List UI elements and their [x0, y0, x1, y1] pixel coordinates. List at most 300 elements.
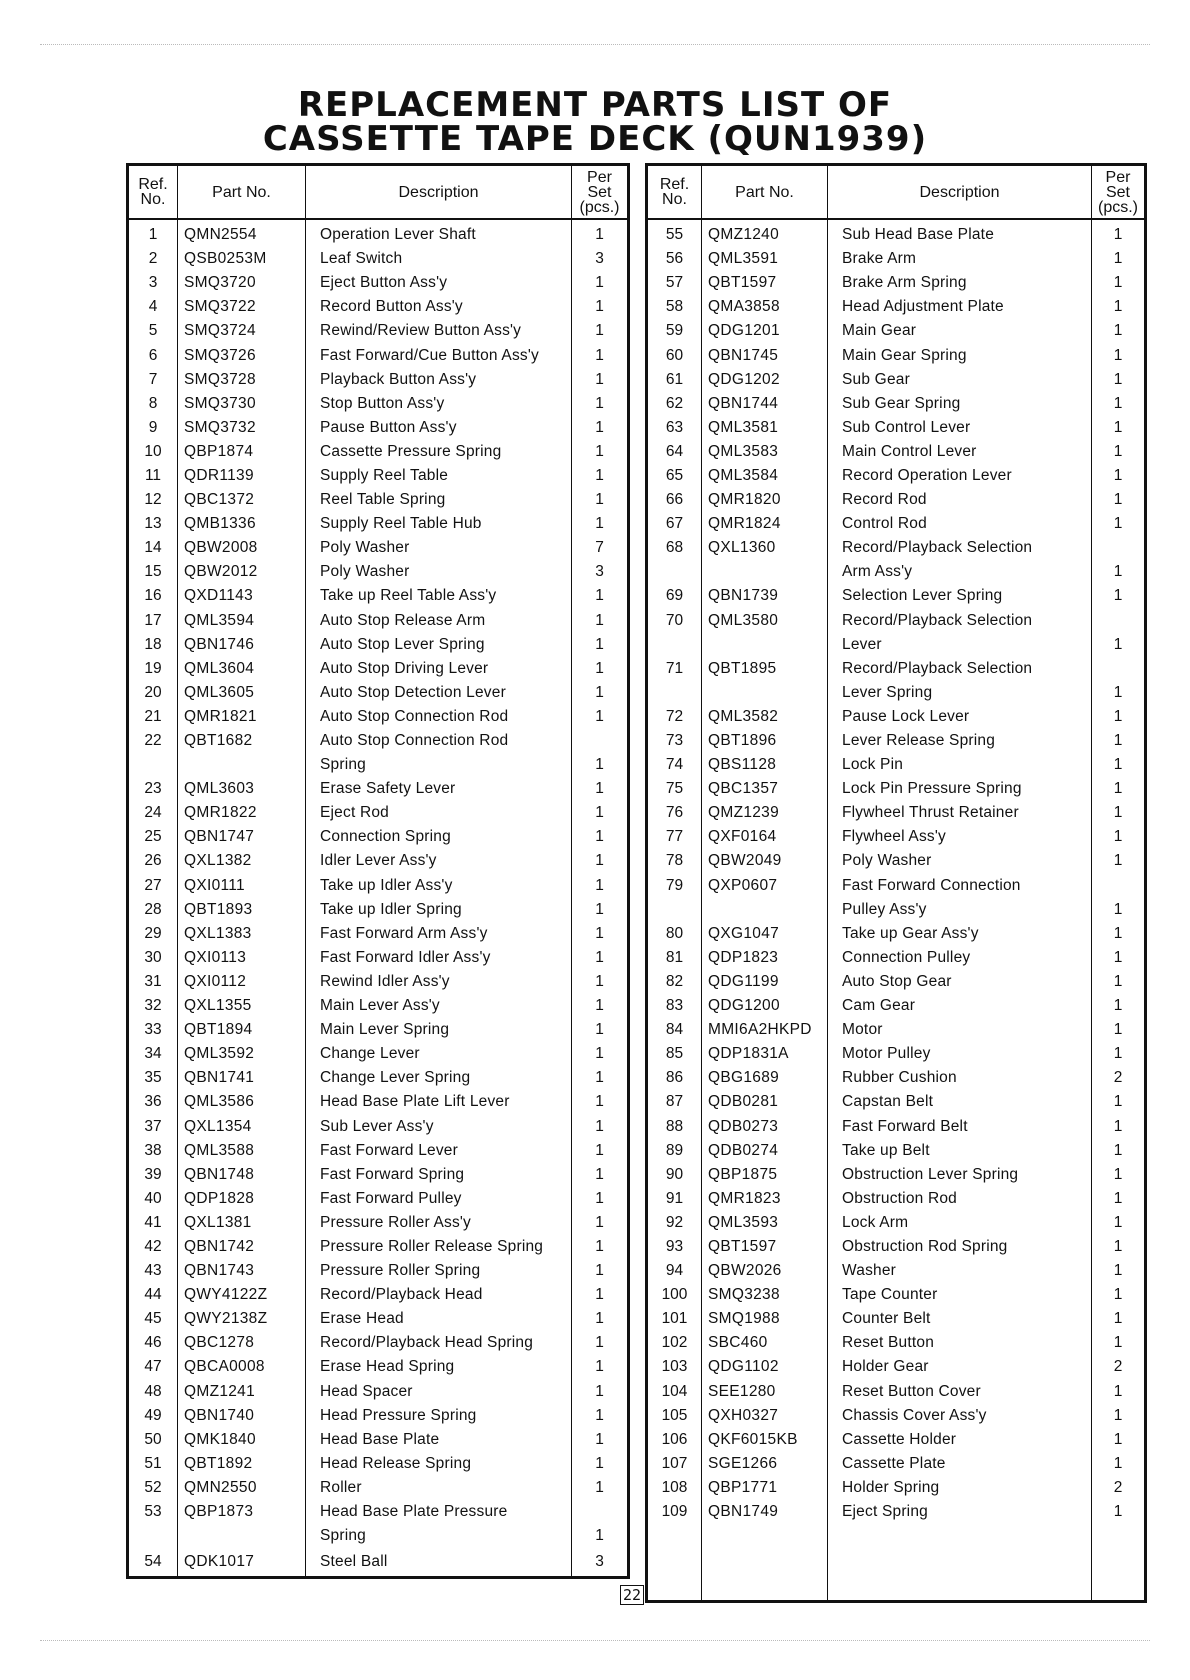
- table-row: [128, 1380, 629, 1404]
- description-cell: Leaf Switch: [306, 247, 572, 271]
- table-row: [128, 560, 629, 584]
- quantity-cell: 1: [595, 1406, 604, 1424]
- ref-cell: 87: [647, 1090, 702, 1114]
- description-cell: Auto Stop Connection Rod: [306, 705, 572, 729]
- ref-cell: 74: [647, 753, 702, 777]
- ref-cell: 33: [128, 1018, 178, 1042]
- quantity-cell: 1: [1113, 852, 1123, 870]
- description-cell: Record/Playback Selection: [828, 657, 1092, 681]
- description-cell: Change Lever: [306, 1042, 572, 1066]
- quantity-cell: 1: [1113, 1286, 1123, 1304]
- description-cell: Pulley Ass'y: [828, 898, 1092, 922]
- header-label-description: Description: [398, 183, 479, 201]
- ref-cell: 37: [128, 1114, 178, 1138]
- part-no-cell: [702, 560, 828, 584]
- table-row: [647, 609, 1146, 633]
- description-cell: Change Lever Spring: [306, 1066, 572, 1090]
- ref-cell: 86: [647, 1066, 702, 1090]
- description-cell: Stop Button Ass'y: [306, 392, 572, 416]
- description-cell: Lock Arm: [828, 1211, 1092, 1235]
- ref-cell: 14: [128, 536, 178, 560]
- description-cell: Sub Head Base Plate: [828, 219, 1092, 247]
- table-row: [647, 1187, 1146, 1211]
- header-label-ref: Ref. No.: [138, 176, 168, 208]
- ref-cell: 77: [647, 825, 702, 849]
- description-cell: Sub Lever Ass'y: [306, 1114, 572, 1138]
- table-row: [647, 1259, 1146, 1283]
- quantity-cell: 1: [595, 1117, 604, 1135]
- part-no-cell: QBN1746: [178, 633, 306, 657]
- ref-cell: 53: [128, 1500, 178, 1524]
- ref-cell: 60: [647, 343, 702, 367]
- table-row: [647, 729, 1146, 753]
- part-no-cell: QBW2026: [702, 1259, 828, 1283]
- description-cell: Main Gear: [828, 319, 1092, 343]
- description-cell: Head Pressure Spring: [306, 1404, 572, 1428]
- table-row: [128, 319, 629, 343]
- description-cell: Pressure Roller Release Spring: [306, 1235, 572, 1259]
- quantity-cell: 1: [595, 346, 604, 364]
- description-cell: Counter Belt: [828, 1307, 1092, 1331]
- quantity-cell: 1: [595, 1286, 604, 1304]
- ref-cell: 49: [128, 1404, 178, 1428]
- description-cell: Rewind/Review Button Ass'y: [306, 319, 572, 343]
- ref-cell: 103: [647, 1355, 702, 1379]
- quantity-cell: 1: [595, 924, 604, 942]
- description-cell: Connection Spring: [306, 825, 572, 849]
- quantity-cell: 1: [595, 515, 604, 533]
- part-no-cell: QML3584: [702, 464, 828, 488]
- description-cell: Auto Stop Release Arm: [306, 609, 572, 633]
- table-row: [128, 368, 629, 392]
- quantity-cell: 1: [1113, 1045, 1123, 1063]
- table-row: [647, 1524, 1146, 1548]
- header-label-ref: Ref. No.: [659, 176, 690, 208]
- description-cell: Lever: [828, 633, 1092, 657]
- description-cell: [828, 1548, 1092, 1572]
- quantity-cell: 1: [1113, 1503, 1123, 1521]
- ref-cell: 4: [128, 295, 178, 319]
- table-row: [128, 343, 629, 367]
- header-label-description: Description: [919, 183, 1000, 201]
- quantity-cell: 1: [1113, 1382, 1123, 1400]
- ref-cell: 80: [647, 922, 702, 946]
- ref-cell: 105: [647, 1404, 702, 1428]
- ref-cell: 11: [128, 464, 178, 488]
- table-row: [647, 319, 1146, 343]
- part-no-cell: QDP1828: [178, 1187, 306, 1211]
- ref-cell: 23: [128, 777, 178, 801]
- table-row: [128, 271, 629, 295]
- quantity-cell: 1: [1113, 732, 1123, 750]
- header-part-no: [702, 165, 828, 220]
- part-no-cell: QDB0281: [702, 1090, 828, 1114]
- ref-cell: [647, 1572, 702, 1602]
- description-cell: Sub Gear Spring: [828, 392, 1092, 416]
- table-row: [647, 1476, 1146, 1500]
- quantity-cell: 1: [1113, 828, 1123, 846]
- ref-cell: 27: [128, 874, 178, 898]
- ref-cell: [647, 633, 702, 657]
- part-no-cell: QML3581: [702, 416, 828, 440]
- ref-cell: 2: [128, 247, 178, 271]
- description-cell: Fast Forward Belt: [828, 1114, 1092, 1138]
- description-cell: Reel Table Spring: [306, 488, 572, 512]
- ref-cell: 75: [647, 777, 702, 801]
- part-no-cell: [702, 1548, 828, 1572]
- quantity-cell: 1: [595, 707, 604, 725]
- quantity-cell: 1: [595, 900, 604, 918]
- table-row: [647, 1548, 1146, 1572]
- description-cell: Record Rod: [828, 488, 1092, 512]
- part-no-cell: QBN1745: [702, 343, 828, 367]
- table-row: [128, 633, 629, 657]
- part-no-cell: QWY4122Z: [178, 1283, 306, 1307]
- description-cell: Supply Reel Table: [306, 464, 572, 488]
- quantity-cell: 1: [1113, 1165, 1123, 1183]
- part-no-cell: QBN1739: [702, 584, 828, 608]
- table-row: [128, 1452, 629, 1476]
- description-cell: Lever Spring: [828, 681, 1092, 705]
- quantity-cell: 1: [1113, 804, 1123, 822]
- ref-cell: 109: [647, 1500, 702, 1524]
- description-cell: Record/Playback Selection: [828, 609, 1092, 633]
- quantity-cell: 1: [1113, 756, 1123, 774]
- quantity-cell: 2: [1113, 1069, 1123, 1087]
- table-row: [128, 753, 629, 777]
- ref-cell: 79: [647, 874, 702, 898]
- scan-noise-bottom: [40, 1640, 1150, 1641]
- description-cell: Lever Release Spring: [828, 729, 1092, 753]
- ref-cell: [647, 898, 702, 922]
- description-cell: Roller: [306, 1476, 572, 1500]
- quantity-cell: 1: [595, 876, 604, 894]
- parts-table-right: [645, 163, 1147, 1603]
- description-cell: Fast Forward Spring: [306, 1163, 572, 1187]
- ref-cell: 92: [647, 1211, 702, 1235]
- title-line-1: REPLACEMENT PARTS LIST OF: [297, 85, 893, 125]
- quantity-cell: [1092, 536, 1146, 560]
- part-no-cell: QMN2550: [178, 1476, 306, 1500]
- ref-cell: 108: [647, 1476, 702, 1500]
- part-no-cell: [702, 681, 828, 705]
- ref-cell: 19: [128, 657, 178, 681]
- ref-cell: 54: [128, 1548, 178, 1578]
- quantity-cell: 1: [595, 804, 604, 822]
- table-row: [128, 994, 629, 1018]
- ref-cell: 100: [647, 1283, 702, 1307]
- quantity-cell: 1: [1113, 370, 1123, 388]
- quantity-cell: 1: [1113, 1310, 1123, 1328]
- part-no-cell: SMQ3724: [178, 319, 306, 343]
- part-no-cell: QBN1740: [178, 1404, 306, 1428]
- part-no-cell: QML3591: [702, 247, 828, 271]
- ref-cell: 83: [647, 994, 702, 1018]
- part-no-cell: QBN1741: [178, 1066, 306, 1090]
- ref-cell: 65: [647, 464, 702, 488]
- table-row: [647, 946, 1146, 970]
- table-row: [128, 1042, 629, 1066]
- part-no-cell: SEE1280: [702, 1380, 828, 1404]
- description-cell: Lock Pin: [828, 753, 1092, 777]
- quantity-cell: 1: [595, 1189, 604, 1207]
- table-row: [647, 584, 1146, 608]
- quantity-cell: 1: [1113, 1093, 1123, 1111]
- description-cell: Fast Forward/Cue Button Ass'y: [306, 343, 572, 367]
- table-row: [647, 440, 1146, 464]
- part-no-cell: QXL1360: [702, 536, 828, 560]
- part-no-cell: QXH0327: [702, 1404, 828, 1428]
- description-cell: Capstan Belt: [828, 1090, 1092, 1114]
- description-cell: Fast Forward Lever: [306, 1139, 572, 1163]
- description-cell: Obstruction Rod: [828, 1187, 1092, 1211]
- ref-cell: 73: [647, 729, 702, 753]
- table-row: [128, 1211, 629, 1235]
- ref-cell: 59: [647, 319, 702, 343]
- part-no-cell: QML3593: [702, 1211, 828, 1235]
- parts-table-left-body: [128, 219, 629, 1578]
- table-row: [128, 295, 629, 319]
- quantity-cell: 1: [1113, 924, 1123, 942]
- table-row: [647, 1114, 1146, 1138]
- table-row: [128, 729, 629, 753]
- description-cell: Rubber Cushion: [828, 1066, 1092, 1090]
- quantity-cell: 1: [595, 1165, 604, 1183]
- table-row: [647, 1572, 1146, 1602]
- description-cell: Auto Stop Driving Lever: [306, 657, 572, 681]
- ref-cell: 13: [128, 512, 178, 536]
- header-part-no: [178, 165, 306, 220]
- part-no-cell: SMQ3732: [178, 416, 306, 440]
- part-no-cell: [178, 1524, 306, 1548]
- description-cell: Flywheel Ass'y: [828, 825, 1092, 849]
- description-cell: Head Spacer: [306, 1380, 572, 1404]
- part-no-cell: QBP1874: [178, 440, 306, 464]
- quantity-cell: 1: [1113, 226, 1123, 244]
- table-row: [647, 1355, 1146, 1379]
- part-no-cell: QXG1047: [702, 922, 828, 946]
- table-row: [647, 1018, 1146, 1042]
- ref-cell: 3: [128, 271, 178, 295]
- table-row: [647, 1500, 1146, 1524]
- table-row: [128, 657, 629, 681]
- table-row: [128, 1018, 629, 1042]
- table-row: [647, 849, 1146, 873]
- part-no-cell: QBN1743: [178, 1259, 306, 1283]
- part-no-cell: QBP1875: [702, 1163, 828, 1187]
- table-row: [128, 247, 629, 271]
- ref-cell: 58: [647, 295, 702, 319]
- part-no-cell: QML3605: [178, 681, 306, 705]
- table-row: [128, 219, 629, 247]
- part-no-cell: QBP1771: [702, 1476, 828, 1500]
- quantity-cell: 1: [595, 1262, 604, 1280]
- ref-cell: 93: [647, 1235, 702, 1259]
- ref-cell: 36: [128, 1090, 178, 1114]
- ref-cell: [647, 1524, 702, 1548]
- description-cell: Erase Head: [306, 1307, 572, 1331]
- description-cell: Steel Ball: [306, 1548, 572, 1578]
- part-no-cell: QXL1382: [178, 849, 306, 873]
- description-cell: Washer: [828, 1259, 1092, 1283]
- table-row: [647, 247, 1146, 271]
- part-no-cell: QDG1202: [702, 368, 828, 392]
- description-cell: Selection Lever Spring: [828, 584, 1092, 608]
- ref-cell: 106: [647, 1428, 702, 1452]
- description-cell: Pause Lock Lever: [828, 705, 1092, 729]
- description-cell: Head Base Plate Lift Lever: [306, 1090, 572, 1114]
- table-row: [128, 1283, 629, 1307]
- quantity-cell: 1: [1113, 515, 1123, 533]
- ref-cell: 42: [128, 1235, 178, 1259]
- table-row: [647, 1211, 1146, 1235]
- quantity-cell: 1: [595, 611, 604, 629]
- part-no-cell: QMR1824: [702, 512, 828, 536]
- part-no-cell: QBS1128: [702, 753, 828, 777]
- description-cell: Record/Playback Head: [306, 1283, 572, 1307]
- part-no-cell: QXD1143: [178, 584, 306, 608]
- quantity-cell: 1: [595, 1141, 604, 1159]
- quantity-cell: 1: [595, 1382, 604, 1400]
- table-row: [128, 1428, 629, 1452]
- ref-cell: 67: [647, 512, 702, 536]
- description-cell: Record Operation Lever: [828, 464, 1092, 488]
- table-row: [128, 1548, 629, 1578]
- ref-cell: 101: [647, 1307, 702, 1331]
- ref-cell: 31: [128, 970, 178, 994]
- quantity-cell: 1: [595, 852, 604, 870]
- table-row: [128, 440, 629, 464]
- table-row: [128, 1307, 629, 1331]
- part-no-cell: QXF0164: [702, 825, 828, 849]
- quantity-cell: 1: [595, 1527, 604, 1545]
- part-no-cell: QML3586: [178, 1090, 306, 1114]
- description-cell: Eject Button Ass'y: [306, 271, 572, 295]
- description-cell: Control Rod: [828, 512, 1092, 536]
- ref-cell: 15: [128, 560, 178, 584]
- quantity-cell: 1: [1113, 274, 1123, 292]
- ref-cell: 48: [128, 1380, 178, 1404]
- ref-cell: 57: [647, 271, 702, 295]
- description-cell: Take up Gear Ass'y: [828, 922, 1092, 946]
- ref-cell: 17: [128, 609, 178, 633]
- quantity-cell: 1: [1113, 1237, 1123, 1255]
- part-no-cell: QBN1748: [178, 1163, 306, 1187]
- part-no-cell: QDP1823: [702, 946, 828, 970]
- quantity-cell: 1: [1113, 1141, 1123, 1159]
- ref-cell: 41: [128, 1211, 178, 1235]
- quantity-cell: 2: [1113, 1358, 1123, 1376]
- ref-cell: 90: [647, 1163, 702, 1187]
- quantity-cell: 1: [595, 442, 604, 460]
- description-cell: Record Button Ass'y: [306, 295, 572, 319]
- ref-cell: 47: [128, 1355, 178, 1379]
- description-cell: Take up Idler Spring: [306, 898, 572, 922]
- part-no-cell: QSB0253M: [178, 247, 306, 271]
- quantity-cell: 1: [1113, 1117, 1123, 1135]
- ref-cell: 69: [647, 584, 702, 608]
- description-cell: Sub Gear: [828, 368, 1092, 392]
- table-row: [647, 560, 1146, 584]
- quantity-cell: 1: [1113, 780, 1123, 798]
- description-cell: Arm Ass'y: [828, 560, 1092, 584]
- ref-cell: 20: [128, 681, 178, 705]
- table-row: [647, 994, 1146, 1018]
- description-cell: Supply Reel Table Hub: [306, 512, 572, 536]
- quantity-cell: 1: [1113, 1454, 1123, 1472]
- ref-cell: 40: [128, 1187, 178, 1211]
- ref-cell: [128, 1524, 178, 1548]
- description-cell: Eject Rod: [306, 801, 572, 825]
- ref-cell: 70: [647, 609, 702, 633]
- ref-cell: 72: [647, 705, 702, 729]
- ref-cell: 12: [128, 488, 178, 512]
- quantity-cell: 1: [1113, 900, 1123, 918]
- quantity-cell: 1: [595, 780, 604, 798]
- table-row: [128, 1090, 629, 1114]
- table-row: [647, 392, 1146, 416]
- scan-noise-top: [40, 44, 1150, 45]
- table-row: [128, 584, 629, 608]
- description-cell: Take up Belt: [828, 1139, 1092, 1163]
- table-row: [128, 416, 629, 440]
- description-cell: Cassette Plate: [828, 1452, 1092, 1476]
- quantity-cell: [572, 1500, 629, 1524]
- description-cell: Motor: [828, 1018, 1092, 1042]
- description-cell: Idler Lever Ass'y: [306, 849, 572, 873]
- part-no-cell: QBT1597: [702, 1235, 828, 1259]
- quantity-cell: 1: [595, 226, 604, 244]
- part-no-cell: QBCA0008: [178, 1355, 306, 1379]
- part-no-cell: SMQ3722: [178, 295, 306, 319]
- table-row: [647, 1404, 1146, 1428]
- ref-cell: 35: [128, 1066, 178, 1090]
- description-cell: Fast Forward Connection: [828, 874, 1092, 898]
- table-row: [128, 777, 629, 801]
- ref-cell: 38: [128, 1139, 178, 1163]
- part-no-cell: SBC460: [702, 1331, 828, 1355]
- header-per-set: [572, 165, 629, 220]
- ref-cell: 5: [128, 319, 178, 343]
- part-no-cell: QMK1840: [178, 1428, 306, 1452]
- part-no-cell: QBN1749: [702, 1500, 828, 1524]
- part-no-cell: QBN1744: [702, 392, 828, 416]
- quantity-cell: 1: [1113, 1406, 1123, 1424]
- part-no-cell: QMZ1239: [702, 801, 828, 825]
- table-row: [647, 512, 1146, 536]
- part-no-cell: QBP1873: [178, 1500, 306, 1524]
- quantity-cell: 1: [1113, 1262, 1123, 1280]
- description-cell: [828, 1524, 1092, 1548]
- ref-cell: 55: [647, 219, 702, 247]
- header-label-qty: Per Set (pcs.): [1098, 168, 1138, 216]
- ref-cell: 16: [128, 584, 178, 608]
- table-row: [647, 1452, 1146, 1476]
- ref-cell: [647, 560, 702, 584]
- part-no-cell: QBW2049: [702, 849, 828, 873]
- ref-cell: 43: [128, 1259, 178, 1283]
- part-no-cell: SMQ3730: [178, 392, 306, 416]
- table-row: [647, 536, 1146, 560]
- description-cell: Holder Gear: [828, 1355, 1092, 1379]
- quantity-cell: 1: [595, 394, 604, 412]
- description-cell: Fast Forward Pulley: [306, 1187, 572, 1211]
- quantity-cell: 1: [595, 635, 604, 653]
- quantity-cell: 1: [1113, 972, 1123, 990]
- quantity-cell: 1: [595, 1454, 604, 1472]
- quantity-cell: [1092, 657, 1146, 681]
- ref-cell: 26: [128, 849, 178, 873]
